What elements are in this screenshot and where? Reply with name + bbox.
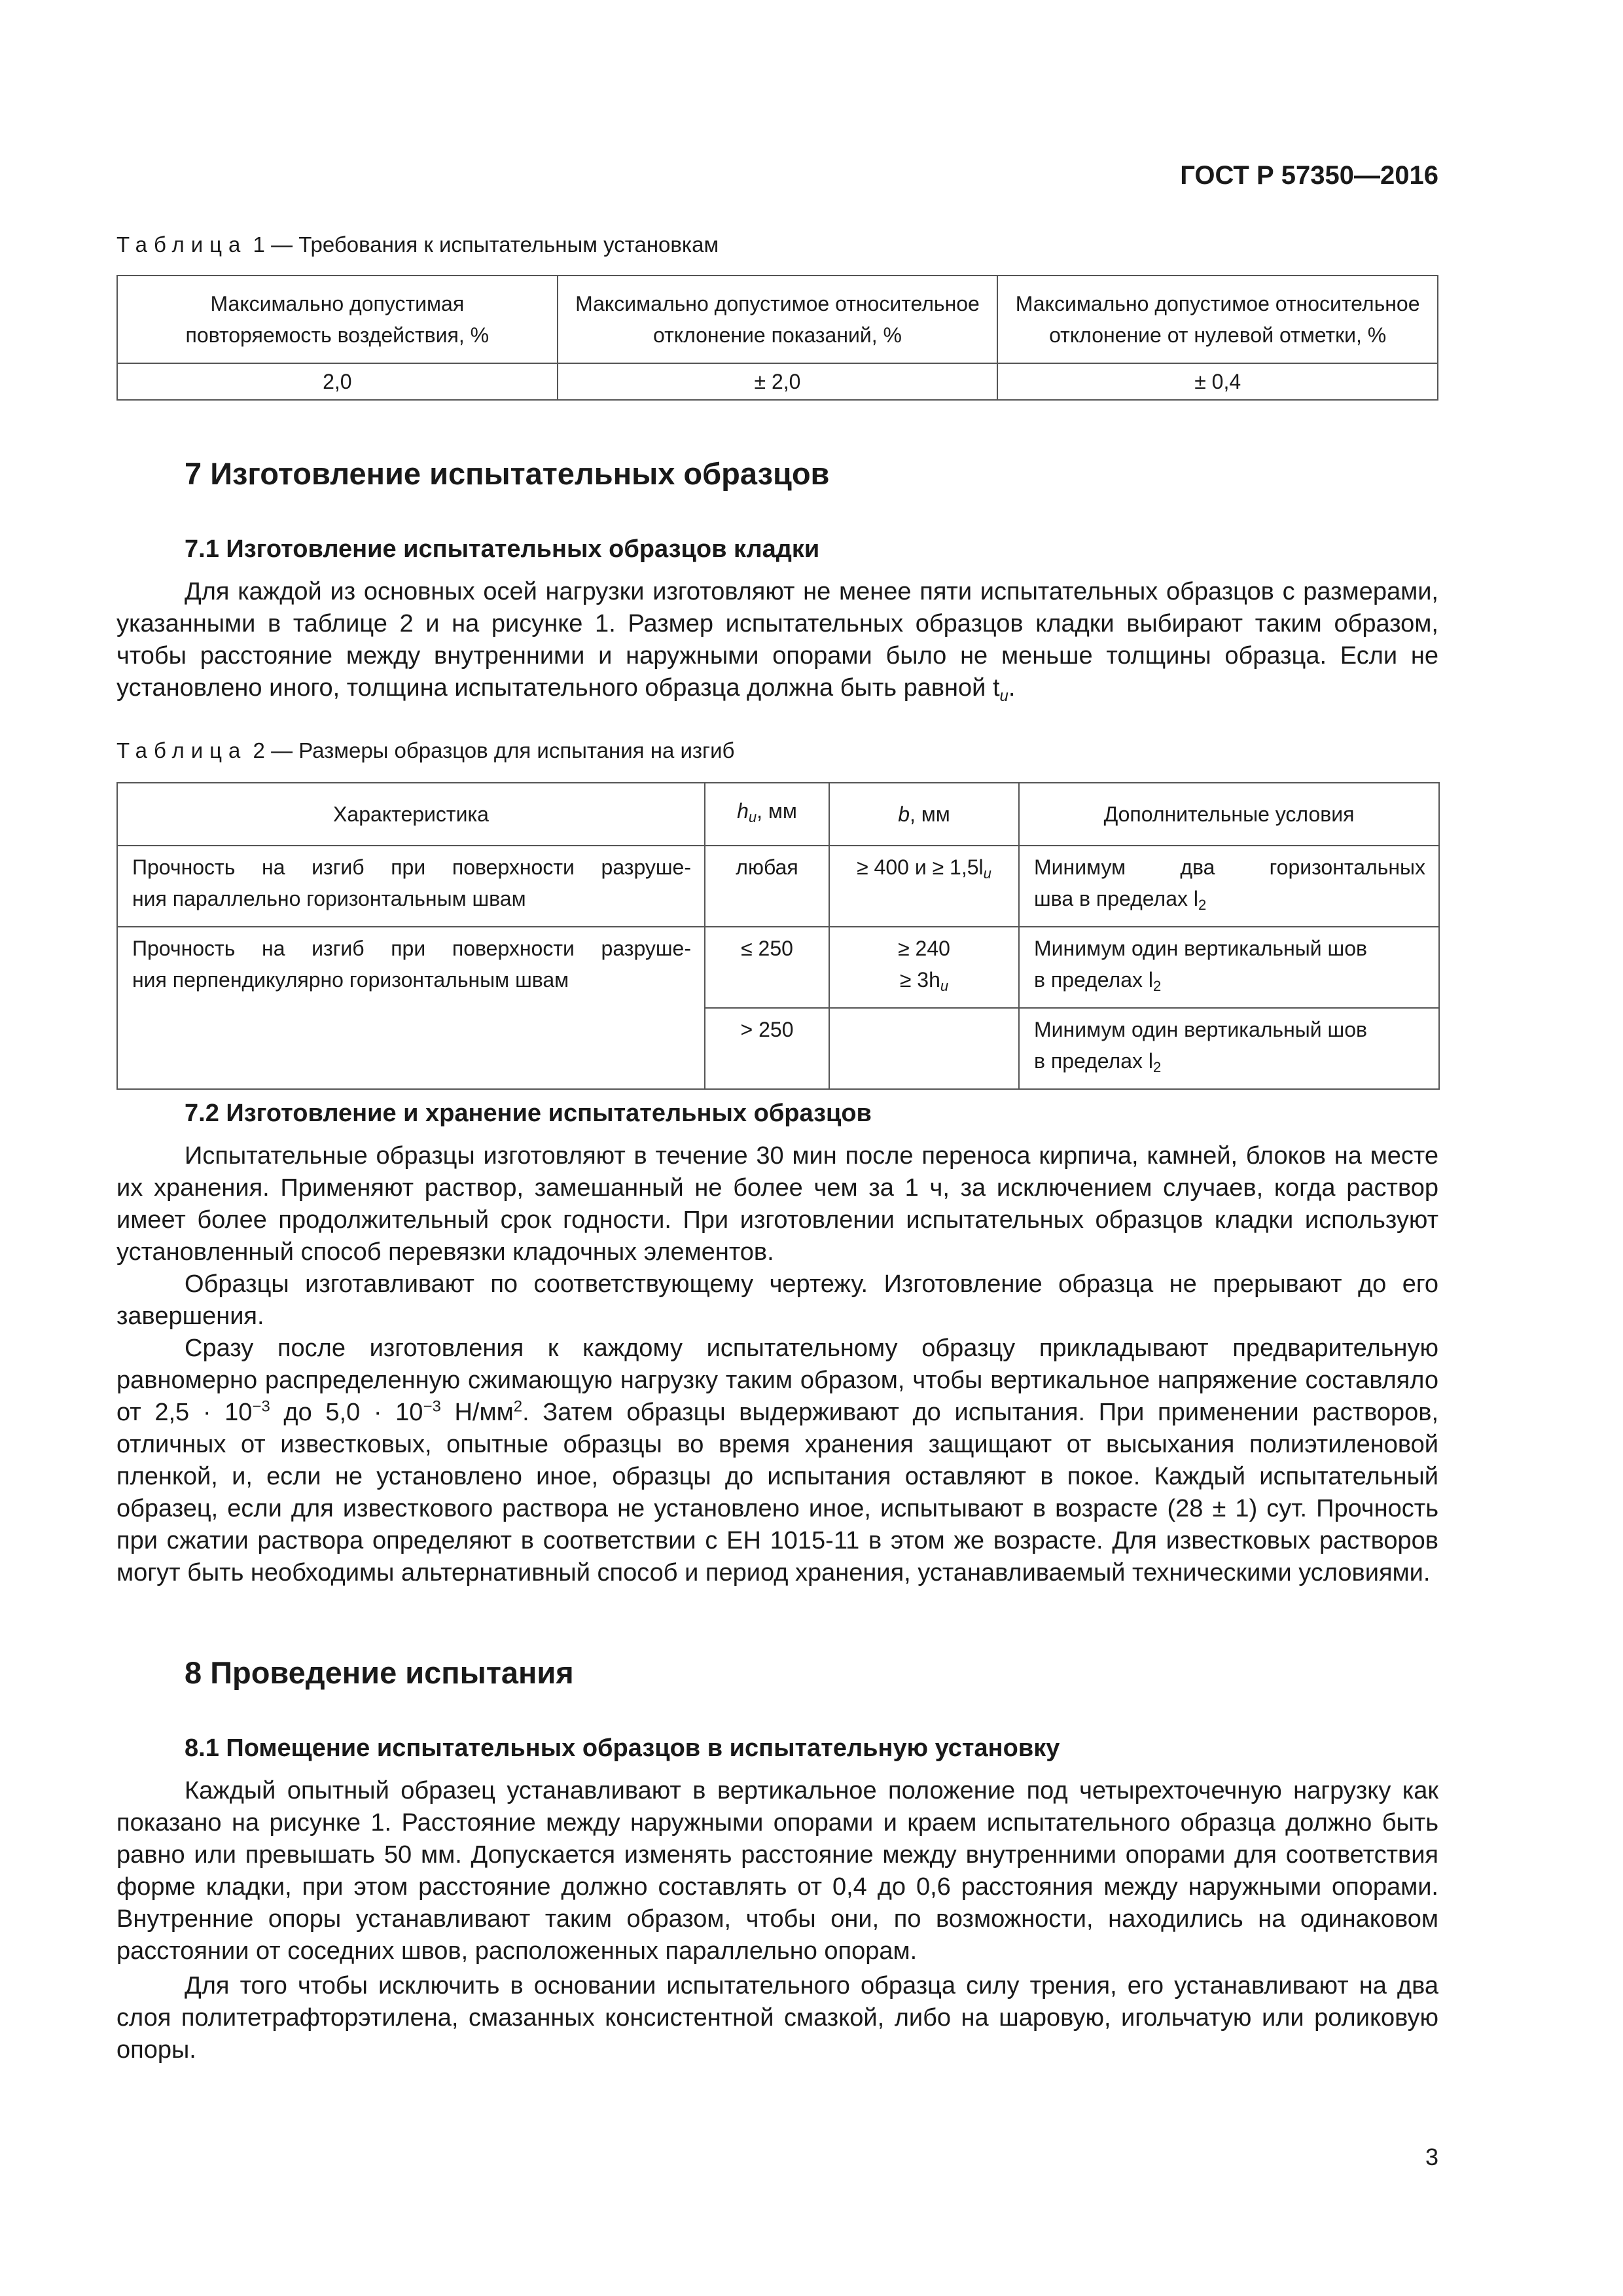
table2-header-b: b, мм bbox=[829, 783, 1019, 846]
section-7-2-paragraph-1: Испытательные образцы изготовляют в течение 30 мин после переноса кирпича, камней, блоков на месте их хранения. Применяют раствор, замешанный не более чем за 1 ч, за исключением случаев, когда раствор имеет более продолжительный срок годности. При изготовлении испытательных образцов кладки используют установленный способ перевязки кладочных элементов. bbox=[116, 1142, 1438, 1266]
table1-header-cell: Максимально допустимое относительное отклонение от нулевой отметки, % bbox=[997, 276, 1438, 363]
document-code: ГОСТ Р 57350—2016 bbox=[1180, 161, 1438, 190]
section-7-2-paragraph-3: Сразу после изготовления к каждому испытательному образцу прикладывают предварительную равномерно распределенную сжимающую нагрузку таким образом, чтобы вертикальное напряжение составляло от $2,5 \cdot 10^{-3}$ до $5,0 \cdot 10^{-3}$ $Н/мм^2$. Затем образцы выдерживают до испытания. При применении растворов, отличных от известковых, опытные образцы во время хранения защищают от высыхания полиэтиленовой пленкой, и, если не установлено иное, образцы до испытания оставляют в покое. Каждый испытательный образец, если для известкового раствора не установлено иное, испытывают в возрасте (28 ± 1) сут. Прочность при сжатии раствора определяют в соответствии с ЕН 1015-11 в этом же возрасте. Для известковых растворов могут быть необходимы альтернативный способ и период хранения, устанавливаемый техническими условиями. bbox=[116, 1335, 1438, 1587]
section-8-1-paragraph-1: Каждый опытный образец устанавливают в вертикальное положение под четырехточечную нагрузку как показано на рисунке 1. Расстояние между наружными опорами и краем испытательного образца должно быть равно или превышать 50 мм. Допускается изменять расстояние между внутренними опорами для соответствия форме кладки, при этом расстояние должно составлять от 0,4 до 0,6 расстояния между наружными опорами. Внутренние опоры устанавливают таким образом, чтобы они, по возможности, находились на одинаковом расстоянии от соседних швов, расположенных параллельно опорам. bbox=[116, 1777, 1438, 1965]
table2-cell bbox=[829, 1008, 1019, 1089]
section-7-1-heading: 7.1 Изготовление испытательных образцов кладки bbox=[185, 535, 820, 563]
section-7-2-heading: 7.2 Изготовление и хранение испытательных образцов bbox=[185, 1100, 872, 1127]
section-7-2-paragraph-2: Образцы изготавливают по соответствующему чертежу. Изготовление образца не прерывают до его завершения. bbox=[116, 1270, 1438, 1330]
table1-row bbox=[117, 363, 1438, 400]
table1-caption: Таблица 1 — Требования к испытательным установкам bbox=[116, 232, 719, 257]
table2-cell: Прочность на изгиб при поверхности разруше- ния параллельно горизонтальным швам bbox=[117, 846, 705, 927]
table2 bbox=[116, 782, 1440, 1090]
page-number: 3 bbox=[1425, 2144, 1438, 2170]
table2-cell: ≤ 250 bbox=[705, 927, 829, 1008]
table1-cell: ± 0,4 bbox=[997, 363, 1438, 400]
table2-row bbox=[117, 927, 1439, 1008]
table2-cell: Минимум два горизонтальных шва в пределах l2 bbox=[1019, 846, 1439, 927]
table2-cell: Минимум один вертикальный шов в пределах l2 bbox=[1019, 927, 1439, 1008]
table1 bbox=[116, 275, 1438, 401]
section-8-1-paragraph-2: Для того чтобы исключить в основании испытательного образца силу трения, его устанавливают на два слоя политетрафторэтилена, смазанных консистентной смазкой, либо на шаровую, игольчатую или роликовую опоры. bbox=[116, 1972, 1438, 2064]
table2-cell: ≥ 240 ≥ 3hu bbox=[829, 927, 1019, 1008]
table1-header-row bbox=[117, 276, 1438, 363]
section-8-heading: 8 Проведение испытания bbox=[185, 1655, 574, 1690]
table1-cell: 2,0 bbox=[117, 363, 558, 400]
table2-row bbox=[117, 846, 1439, 927]
table2-cell: Прочность на изгиб при поверхности разруше- ния перпендикулярно горизонтальным швам bbox=[117, 927, 705, 1089]
table2-cell: ≥ 400 и ≥ 1,5lu bbox=[829, 846, 1019, 927]
table2-cell: любая bbox=[705, 846, 829, 927]
table2-header-characteristic: Характеристика bbox=[117, 783, 705, 846]
section-7-heading: 7 Изготовление испытательных образцов bbox=[185, 456, 830, 491]
table2-caption: Таблица 2 — Размеры образцов для испытания на изгиб bbox=[116, 738, 735, 762]
table2-header-row bbox=[117, 783, 1439, 846]
table2-header-hu: hu, мм bbox=[705, 783, 829, 846]
table2-cell: > 250 bbox=[705, 1008, 829, 1089]
table2-header-conditions: Дополнительные условия bbox=[1019, 783, 1439, 846]
table1-header-cell: Максимально допустимая повторяемость воздействия, % bbox=[117, 276, 558, 363]
document-page bbox=[116, 0, 1438, 2296]
section-8-1-heading: 8.1 Помещение испытательных образцов в испытательную установку bbox=[185, 1734, 1060, 1762]
table1-header-cell: Максимально допустимое относительное отклонение показаний, % bbox=[558, 276, 998, 363]
section-7-1-paragraph: Для каждой из основных осей нагрузки изготовляют не менее пяти испытательных образцов с размерами, указанными в таблице 2 и на рисунке 1. Размер испытательных образцов кладки выбирают таким образом, чтобы расстояние между внутренними и наружными опорами было не меньше толщины образца. Если не установлено иного, толщина испытательного образца должна быть равной $t_u$. bbox=[116, 578, 1438, 705]
table2-cell: Минимум один вертикальный шов в пределах l2 bbox=[1019, 1008, 1439, 1089]
table1-cell: ± 2,0 bbox=[558, 363, 998, 400]
